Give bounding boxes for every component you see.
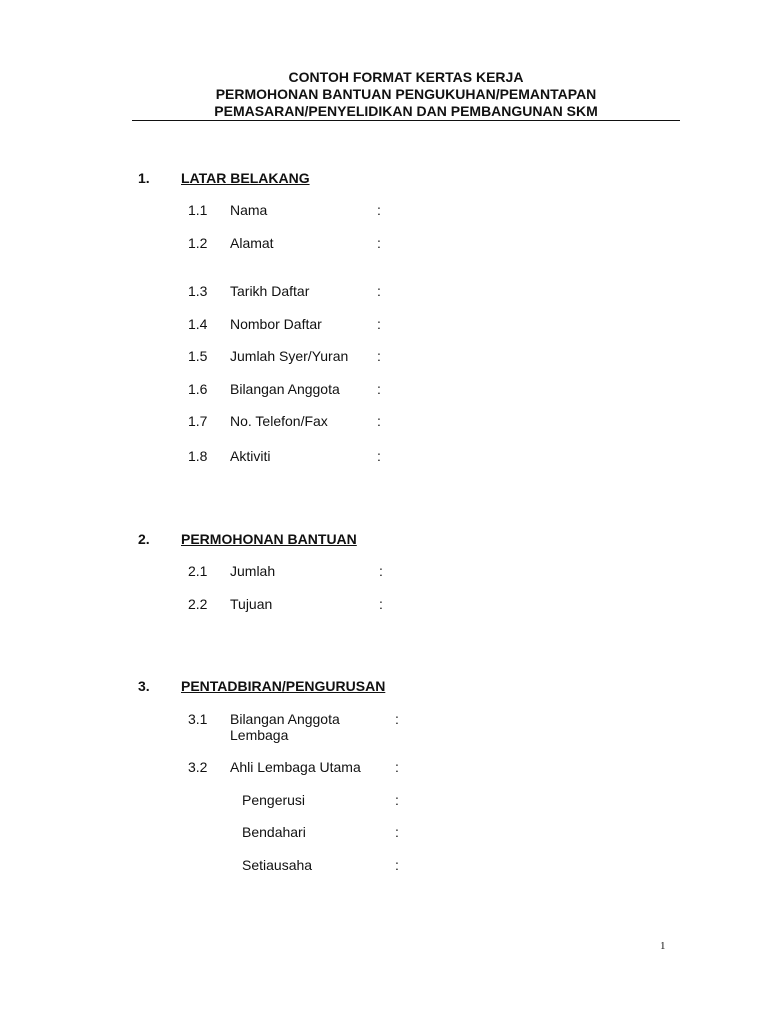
item-1-2-colon: : <box>377 235 381 251</box>
item-1-6-colon: : <box>377 381 381 397</box>
section-2-number: 2. <box>138 531 150 547</box>
item-2-1-number: 2.1 <box>188 563 208 579</box>
section-2-title: PERMOHONAN BANTUAN <box>181 531 357 547</box>
subitem-setiausaha-label: Setiausaha <box>242 857 313 873</box>
item-1-1-number: 1.1 <box>188 202 208 218</box>
item-1-8-label: Aktiviti <box>230 448 271 464</box>
subitem-setiausaha-colon: : <box>395 857 399 873</box>
item-1-6-label: Bilangan Anggota <box>230 381 340 397</box>
item-1-6-number: 1.6 <box>188 381 208 397</box>
item-1-4-colon: : <box>377 316 381 332</box>
item-1-7-colon: : <box>377 413 381 429</box>
item-3-2-colon: : <box>395 759 399 775</box>
item-2-1-label: Jumlah <box>230 563 276 579</box>
item-3-1-label: Bilangan Anggota <box>230 711 340 727</box>
page-number: 1 <box>660 940 666 952</box>
item-3-2-number: 3.2 <box>188 759 208 775</box>
section-1-number: 1. <box>138 170 150 186</box>
item-1-3-label: Tarikh Daftar <box>230 283 310 299</box>
section-1-title: LATAR BELAKANG <box>181 170 310 186</box>
item-1-8-colon: : <box>377 448 381 464</box>
item-1-8-number: 1.8 <box>188 448 208 464</box>
section-3-number: 3. <box>138 678 150 694</box>
item-1-5-colon: : <box>377 348 381 364</box>
item-2-2-colon: : <box>379 596 383 612</box>
document-subtitle-line-1: PERMOHONAN BANTUAN PENGUKUHAN/PEMANTAPAN <box>215 86 597 102</box>
item-3-1-colon: : <box>395 711 399 727</box>
item-1-3-number: 1.3 <box>188 283 208 299</box>
item-2-2-number: 2.2 <box>188 596 208 612</box>
subitem-pengerusi-label: Pengerusi <box>242 792 306 808</box>
item-3-2-label: Ahli Lembaga Utama <box>230 759 361 775</box>
item-1-3-colon: : <box>377 283 381 299</box>
subitem-bendahari-label: Bendahari <box>242 824 306 840</box>
item-3-1-label-line-2: Lembaga <box>230 727 289 743</box>
item-1-1-label: Nama <box>230 202 268 218</box>
item-1-7-number: 1.7 <box>188 413 208 429</box>
subitem-pengerusi-colon: : <box>395 792 399 808</box>
item-1-2-label: Alamat <box>230 235 274 251</box>
header-rule <box>132 120 680 121</box>
item-2-1-colon: : <box>379 563 383 579</box>
item-1-5-number: 1.5 <box>188 348 208 364</box>
item-3-1-number: 3.1 <box>188 711 208 727</box>
item-1-2-number: 1.2 <box>188 235 208 251</box>
item-1-5-label: Jumlah Syer/Yuran <box>230 348 349 364</box>
document-title: CONTOH FORMAT KERTAS KERJA <box>288 69 524 85</box>
item-1-4-number: 1.4 <box>188 316 208 332</box>
item-1-4-label: Nombor Daftar <box>230 316 322 332</box>
item-1-1-colon: : <box>377 202 381 218</box>
subitem-bendahari-colon: : <box>395 824 399 840</box>
section-3-title: PENTADBIRAN/PENGURUSAN <box>181 678 386 694</box>
item-2-2-label: Tujuan <box>230 596 273 612</box>
item-1-7-label: No. Telefon/Fax <box>230 413 328 429</box>
document-subtitle-line-2: PEMASARAN/PENYELIDIKAN DAN PEMBANGUNAN SKM <box>214 103 598 119</box>
